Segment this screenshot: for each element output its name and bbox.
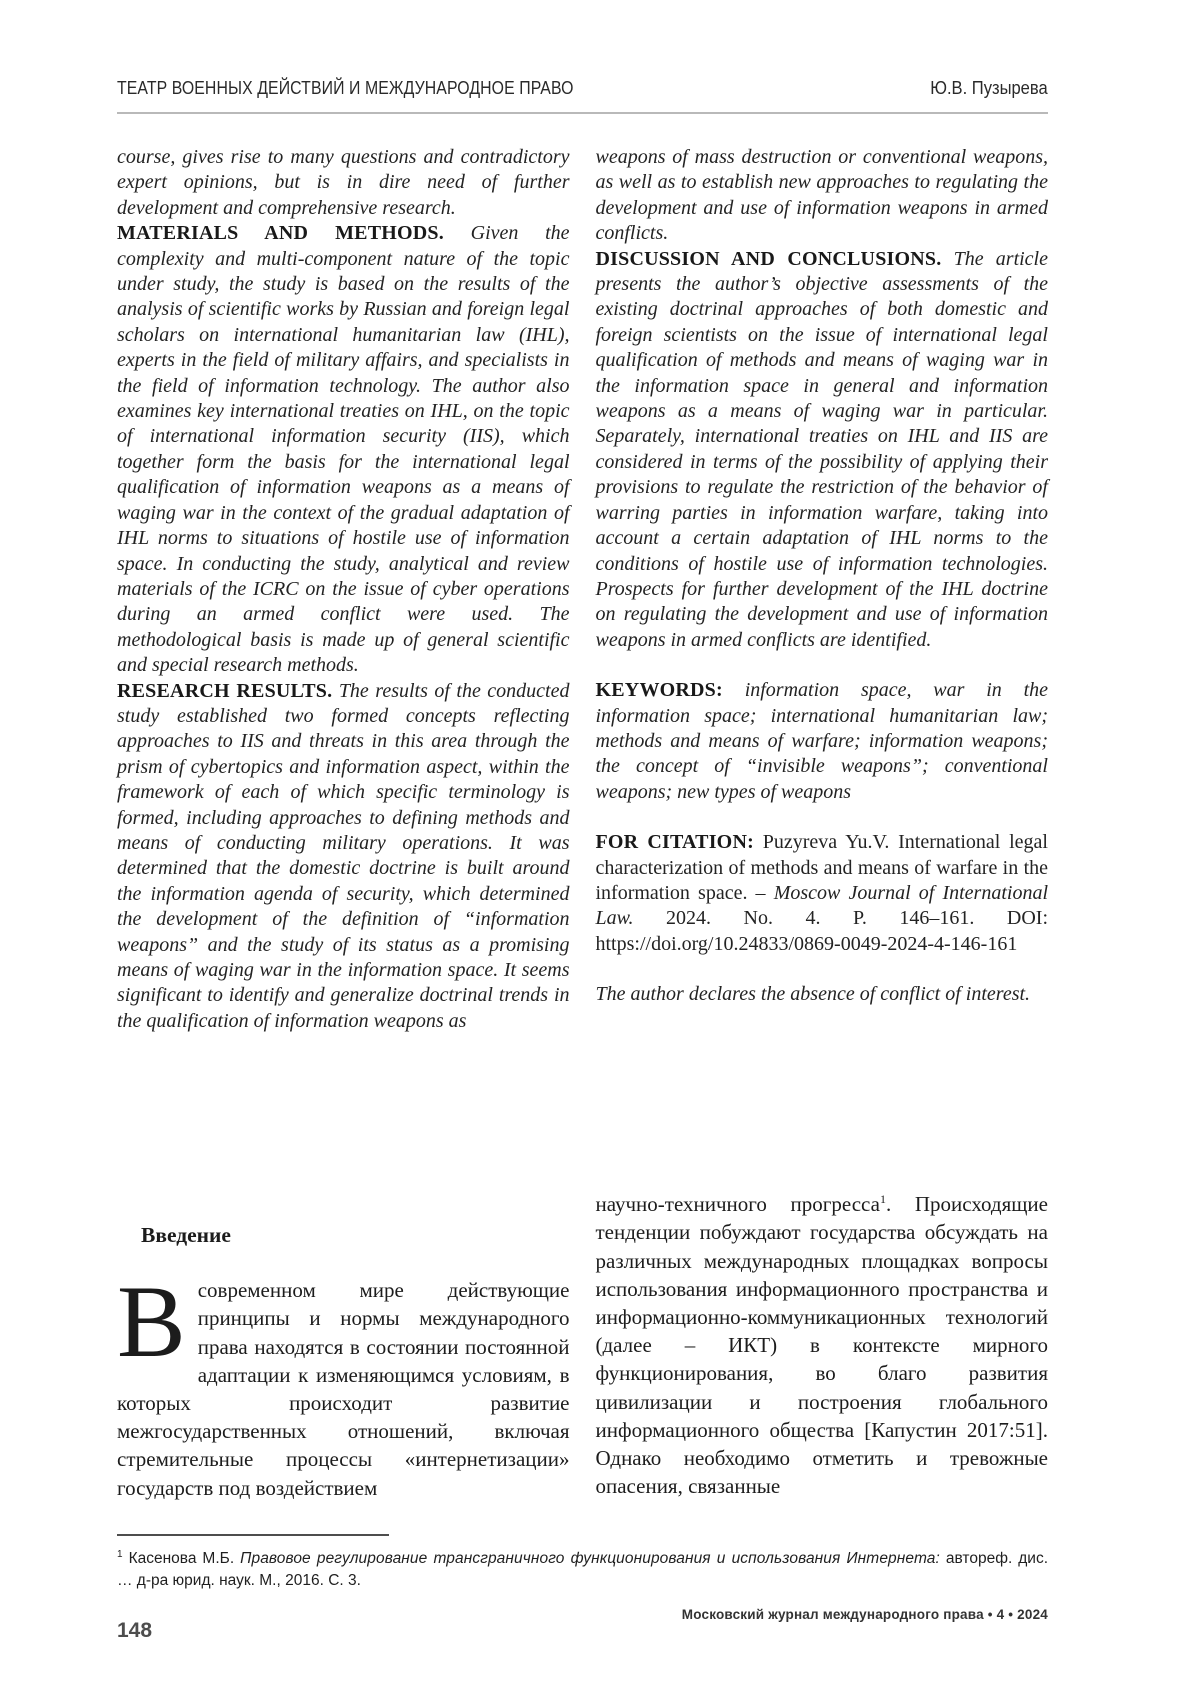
citation-paragraph xyxy=(596,830,1049,957)
running-head xyxy=(117,78,1048,99)
intro-continuation-text-after-ref: . Происходящие тенденции побуждают государства обсуждать на различных международных площадках вопросы использования информационного пространства и информационно-коммуникационных технологий (далее – ИКТ) в контексте мирного функционирования, во благо развития цивилизации и построения глобального информационного общества [Капустин 2017:51]. Однако необходимо отметить и тревожные опасения, связанные xyxy=(595,1192,1048,1499)
citation-text-before-journal: Puzyreva Yu.V. International legal characterization of methods and means of warfare in the information space. – xyxy=(595,831,1048,904)
research-results-label: RESEARCH RESULTS. xyxy=(117,679,333,702)
abstract-column-left xyxy=(117,145,570,1034)
discussion-and-conclusions-label: DISCUSSION AND CONCLUSIONS. xyxy=(595,247,942,270)
citation-label: FOR CITATION: xyxy=(595,831,754,854)
drop-cap: В xyxy=(117,1265,186,1380)
header-divider xyxy=(117,112,1048,114)
abstract-continuation-text: course, gives rise to many questions and contradictory expert opinions, but is in dire need of further development and comprehensive research. xyxy=(117,146,570,219)
research-results-text: The results of the conducted study established two formed concepts reflecting approaches to IIS and threats in this area through the prism of cybertopics and information aspect, within the framework of each of which specific terminology is formed, including approaches to defining methods and means of conducting military operations. It was determined that the domestic doctrine is built around the information agenda of security, which determined the development of the definition of “information weapons” and the study of its status as a promising means of waging war in the information space. It seems significant to identify and generalize doctrinal trends in the qualification of information weapons as xyxy=(117,679,570,1032)
discussion-and-conclusions-paragraph xyxy=(596,247,1049,654)
conflict-of-interest-note xyxy=(596,982,1049,1007)
materials-and-methods-paragraph xyxy=(117,221,570,678)
weapons-continuation-paragraph xyxy=(596,145,1049,247)
footnote-reference-mark: 1 xyxy=(879,1192,886,1207)
page-number: 148 xyxy=(117,1618,153,1642)
footnote-marker: 1 xyxy=(117,1548,123,1560)
intro-continuation-paragraph xyxy=(596,1190,1049,1500)
discussion-and-conclusions-text: The article presents the author’s objective assessments of the existing doctrinal approaches of both domestic and foreign scientists on the issue of international legal qualification of methods and means of waging war in the information space in general and information weapons as a means of waging war in particular. Separately, international treaties on IHL and IIS are considered in terms of the possibility of applying their provisions to regulate the restriction of the behavior of warring parties in information warfare, taking into account a certain adaptation of IHL norms to the conditions of hostile use of information technologies. Prospects for further development of the IHL doctrine on regulating the development and use of information weapons in armed conflicts are identified. xyxy=(595,247,1048,651)
running-title: ТЕАТР ВОЕННЫХ ДЕЙСТВИЙ И МЕЖДУНАРОДНОЕ ПРАВО xyxy=(117,78,574,98)
research-results-paragraph xyxy=(117,679,570,1035)
introduction-column-right xyxy=(596,1190,1049,1502)
footnote-divider xyxy=(117,1534,389,1536)
introduction-column-left xyxy=(117,1190,570,1502)
abstract-section xyxy=(117,145,1048,1034)
conflict-of-interest-text: The author declares the absence of conflict of interest. xyxy=(595,983,1031,1006)
keywords-paragraph xyxy=(596,678,1049,805)
intro-opening-paragraph xyxy=(117,1265,570,1502)
footnote-author: Касенова М.Б. xyxy=(128,1549,235,1567)
introduction-heading: Введение xyxy=(141,1223,231,1248)
footnote-tail: автореф. дис. … д-ра юрид. наук. М., 2016. С. 3. xyxy=(117,1549,1049,1590)
materials-and-methods-label: MATERIALS AND METHODS. xyxy=(117,222,444,245)
page-footer xyxy=(117,1607,1048,1653)
weapons-continuation-text: weapons of mass destruction or conventional weapons, as well as to establish new approaches to regulating the development and use of information weapons in armed conflicts. xyxy=(595,146,1048,245)
footnote xyxy=(117,1548,1048,1593)
journal-title: Moscow Journal of International Law. xyxy=(595,881,1049,930)
abstract-continuation-paragraph xyxy=(117,145,570,221)
citation-text-after-journal: 2024. No. 4. P. 146–161. DOI: https://doi.org/10.24833/0869-0049-2024-4-146-161 xyxy=(595,907,1049,955)
intro-opening-text: современном мире действующие принципы и нормы международного права находятся в состоянии постоянной адаптации к изменяющимся условиям, в которых происходит развитие межгосударственных отношений, включая стремительные процессы «интернетизации» государств под воздействием xyxy=(117,1278,570,1500)
materials-and-methods-text: Given the complexity and multi-component nature of the topic under study, the study is based on the results of the analysis of scientific works by Russian and foreign legal scholars on international humanitarian law (IHL), experts in the field of military affairs, and specialists in the field of information technology. The author also examines key international treaties on IHL, on the topic of international information security (IIS), which together form the basis for the international legal qualification of information weapons as a means of waging war in the context of the gradual adaptation of IHL norms to situations of hostile use of information space. In conducting the study, analytical and review materials of the ICRC on the issue of cyber operations during an armed conflict were used. The methodological basis is made up of general scientific and special research methods. xyxy=(117,222,570,677)
journal-footer-line: Московский журнал международного права • 4 • 2024 xyxy=(681,1606,1048,1622)
abstract-column-right xyxy=(596,145,1049,1034)
introduction-section xyxy=(117,1190,1048,1502)
intro-continuation-text-before-ref: научно-техничного прогресса xyxy=(595,1192,880,1217)
footnote-title: Правовое регулирование трансграничного функционирования и использования Интернета: xyxy=(240,1549,940,1567)
keywords-label: KEYWORDS: xyxy=(595,679,723,702)
keywords-text: information space, war in the information space; international humanitarian law; methods and means of warfare; information weapons; the concept of “invisible weapons”; conventional weapons; new types of weapons xyxy=(595,679,1049,803)
author-name: Ю.В. Пузырева xyxy=(930,78,1048,98)
